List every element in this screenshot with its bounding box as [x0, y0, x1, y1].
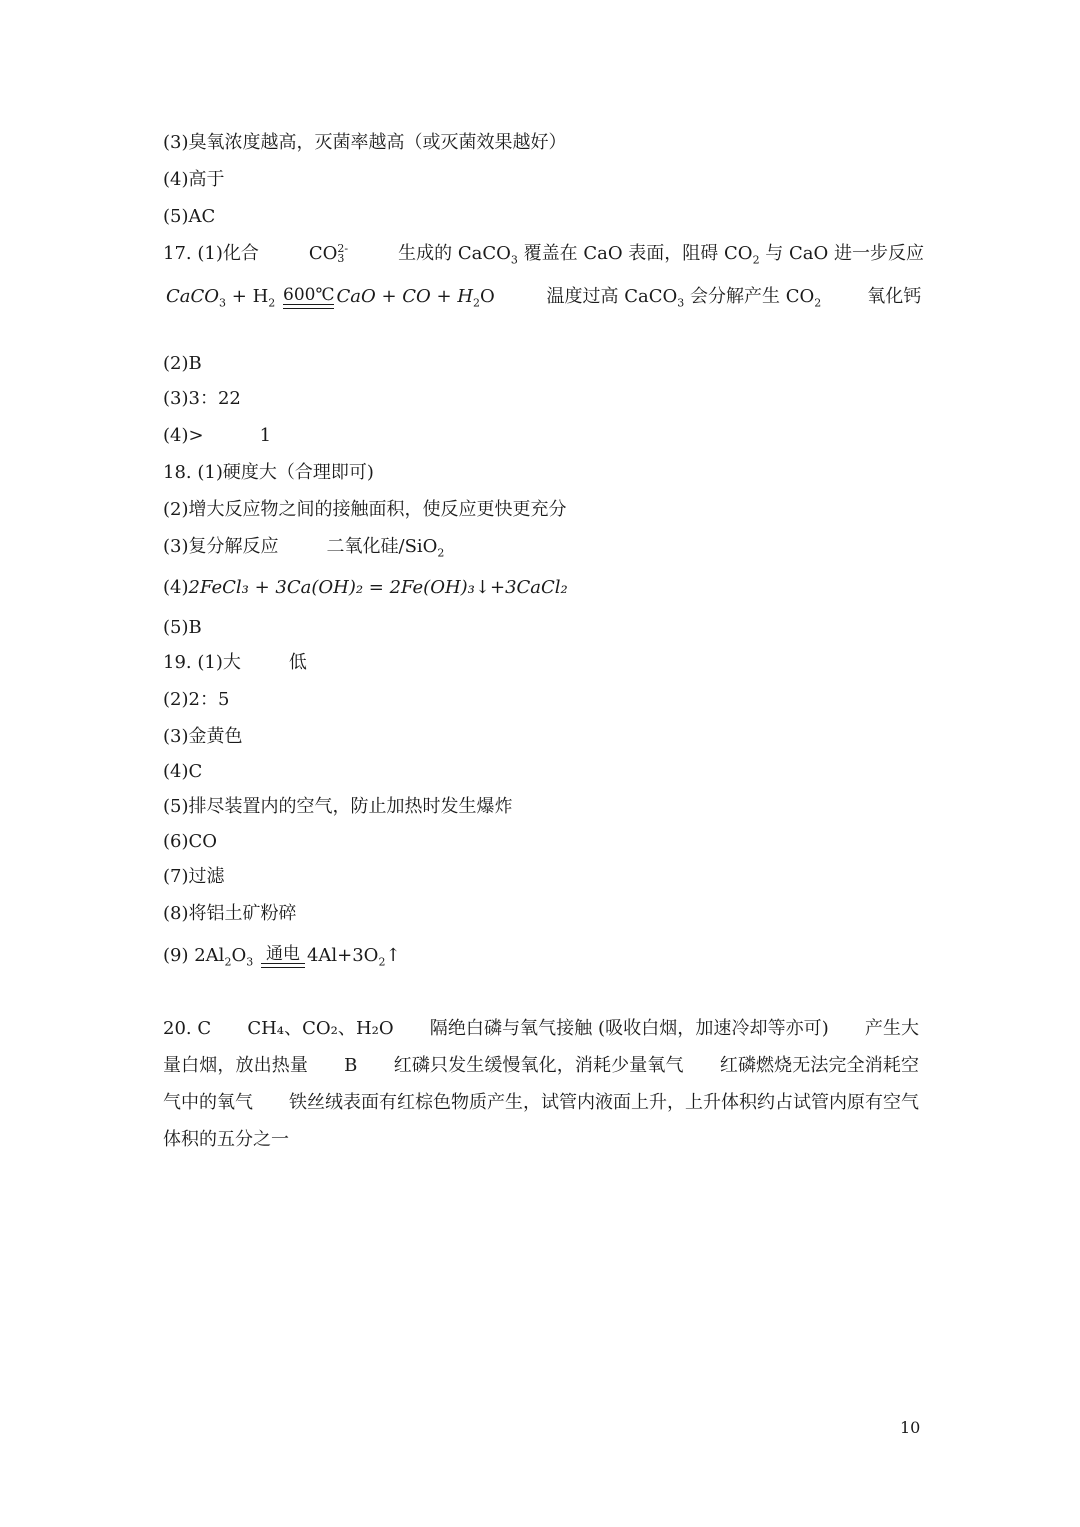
answer-18-5: (5)B: [163, 617, 202, 638]
chemical-equation: 2FeCl₃ + 3Ca(OH)₂ = 2Fe(OH)₃↓+3CaCl₂: [188, 577, 568, 598]
answer-19-2: (2)2：5: [163, 689, 230, 710]
answer-18-2: (2)增大反应物之间的接触面积，使反应更快更充分: [163, 499, 567, 520]
answer-16-4: (4)高于: [163, 169, 225, 190]
answer-17-1: 17. (1)化合 CO 2- 3 生成的 CaCO$_3$ 覆盖在 CaO 表面，阻碍 $CO_2$ 与 CaO 进一步反应: [163, 242, 924, 267]
answer-16-5: (5)AC: [163, 206, 216, 227]
answer-19-8: (8)将铝土矿粉碎: [163, 903, 297, 924]
answer-19-1: 19. (1)大 低: [163, 652, 307, 673]
carbonate-ion: CO 2- 3: [308, 242, 349, 265]
answer-17-3: (3)3：22: [163, 388, 241, 409]
answer-17-4: (4)> 1: [163, 425, 272, 446]
answer-18-1: 18. (1)硬度大（合理即可): [163, 462, 374, 483]
answer-19-9: (9) $2Al_2O_3$ 通电 $4Al+3O_2↑$: [163, 944, 401, 969]
page-number: 10: [900, 1418, 921, 1437]
answer-19-3: (3)金黄色: [163, 726, 243, 747]
answer-20-paragraph: 20. C CH₄、CO₂、H₂O 隔绝白磷与氧气接触 (吸收白烟，加速冷却等亦可) 产生大量白烟，放出热量 B 红磷只发生缓慢氧化，消耗少量氧气 红磷燃烧无法完全消耗空气中的氧气 铁丝绒表面有红棕色物质产生，试管内液面上升，上升体积约占试管内原有空气体积的五分之一: [163, 1018, 919, 1150]
answer-18-4: (4)2FeCl₃ + 3Ca(OH)₂ = 2Fe(OH)₃↓+3CaCl₂: [163, 577, 568, 598]
answer-19-6: (6)CO: [163, 831, 218, 852]
reaction-condition: 通电: [261, 945, 305, 968]
answer-17-2: (2)B: [163, 353, 202, 374]
reaction-condition: 600℃: [283, 286, 334, 309]
answer-19-5: (5)排尽装置内的空气，防止加热时发生爆炸: [163, 796, 513, 817]
gas-arrow-icon: ↑: [385, 945, 401, 966]
chemical-equation: CaCO$_3$ + $H_2$ 600℃ CaO + CO + $H_2O$: [166, 285, 495, 310]
answer-19-4: (4)C: [163, 761, 203, 782]
answer-19-7: (7)过滤: [163, 866, 225, 887]
answer-18-3: (3)复分解反应 二氧化硅/SiO$_2$: [163, 536, 445, 560]
answer-17-equation-line: CaCO$_3$ + $H_2$ 600℃ CaO + CO + $H_2O$ 温度过高 CaCO$_3$ 会分解产生 $CO_2$ 氧化钙: [166, 285, 922, 310]
answer-16-3: (3)臭氧浓度越高，灭菌率越高（或灭菌效果越好）: [163, 132, 567, 153]
